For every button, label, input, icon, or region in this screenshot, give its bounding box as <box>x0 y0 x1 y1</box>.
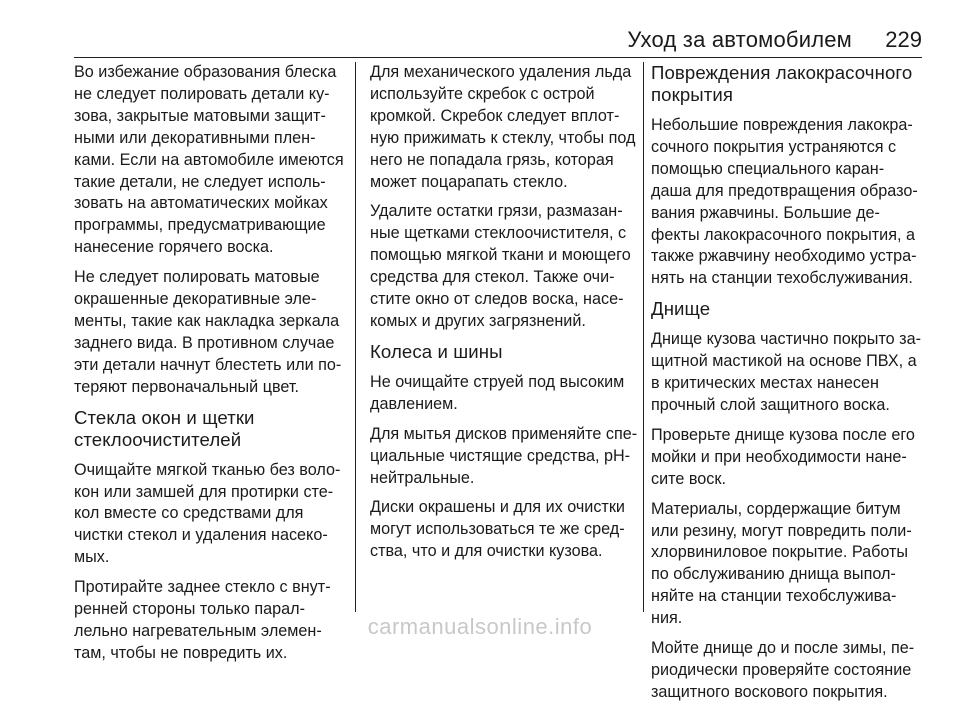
paragraph <box>651 425 931 491</box>
text-line: Для мытья дисков применяйте спе- <box>370 424 638 443</box>
text-line: фекты лакокрасочного покрытия, а <box>651 225 915 244</box>
text-line: Днище <box>651 298 711 320</box>
watermark-text: carmanualsonline.info <box>367 614 593 639</box>
text-line: кол вместе со средствами для <box>74 504 304 523</box>
paragraph <box>74 62 354 259</box>
paragraph <box>74 267 354 398</box>
text-line: циальные чистящие средства, pH- <box>370 446 631 465</box>
text-line: ками. Если на автомобиле имеются <box>74 150 344 169</box>
text-line: ренней стороны только парал- <box>74 600 305 619</box>
text-line: покрытия <box>651 84 734 105</box>
text-line: программы, предусматривающие <box>74 216 326 235</box>
text-line: Материалы, сордержащие битум <box>651 499 901 518</box>
paragraph <box>651 638 931 704</box>
text-line: Удалите остатки грязи, размазан- <box>370 202 623 221</box>
text-line: Не следует полировать матовые <box>74 268 320 287</box>
text-line: комых и других загрязнений. <box>370 311 586 330</box>
column-divider-2 <box>643 62 644 612</box>
text-line: Не очищайте струей под высоким <box>370 372 625 391</box>
text-line: могут использоваться те же сред- <box>370 520 625 539</box>
text-line: ными или декоративными плен- <box>74 128 316 147</box>
section-heading <box>651 298 931 320</box>
text-line: Днище кузова частично покрыто за- <box>651 330 921 349</box>
text-line: Диски окрашены и для их очистки <box>370 498 625 517</box>
section-heading <box>74 407 354 451</box>
text-line: Для механического удаления льда <box>370 63 632 81</box>
text-line: Мойте днище до и после зимы, пе- <box>651 639 915 658</box>
text-line: хлорвиниловое покрытие. Работы <box>651 543 909 562</box>
text-line: не следует полировать детали ку- <box>74 84 330 103</box>
text-line: окрашенные декоративные эле- <box>74 290 317 309</box>
text-line: мойки и при необходимости нане- <box>651 447 907 466</box>
text-line: в критических местах нанесен <box>651 374 879 393</box>
text-line: ные щетками стеклоочистителя, с <box>370 224 627 243</box>
text-line: Стекла окон и щетки <box>74 406 255 428</box>
text-line: или резину, могут повредить поли- <box>651 521 912 540</box>
text-line: помощью специального каран- <box>651 159 885 178</box>
text-line: прочный слой защитного воска. <box>651 395 890 414</box>
text-line: зова, закрытые матовыми защит- <box>74 106 326 125</box>
text-line: заднего вида. В противном случае <box>74 333 335 352</box>
text-line: Колеса и шины <box>370 340 503 362</box>
text-line: нанесение горячего воска. <box>74 238 274 257</box>
text-line: Очищайте мягкой тканью без воло- <box>74 460 341 479</box>
text-line: него не попадала грязь, которая <box>370 150 614 169</box>
text-line: стеклоочистителей <box>74 428 242 450</box>
paragraph <box>651 499 931 630</box>
text-line: щитной мастикой на основе ПВХ, а <box>651 352 917 371</box>
text-line: может поцарапать стекло. <box>370 172 568 191</box>
text-line: Протирайте заднее стекло с внут- <box>74 578 331 597</box>
text-line: ния. <box>651 609 683 628</box>
section-heading <box>370 341 637 363</box>
paragraph <box>370 372 637 416</box>
text-line: средства для стекол. Также очи- <box>370 268 615 287</box>
text-line: Небольшие повреждения лакокра- <box>651 116 913 134</box>
text-line: нять на станции техобслуживания. <box>651 269 913 288</box>
text-line: риодически проверяйте состояние <box>651 660 912 679</box>
text-column-1 <box>74 62 354 673</box>
text-line: няйте на станции техобслужива- <box>651 587 897 606</box>
text-line: используйте скребок с острой <box>370 84 595 103</box>
text-line: сите воск. <box>651 469 726 488</box>
paragraph <box>651 115 931 290</box>
text-line: там, чтобы не повредить их. <box>74 643 288 662</box>
text-line: такие детали, не следует исполь- <box>74 172 326 191</box>
text-line: ную прижимать к стеклу, чтобы под <box>370 128 636 147</box>
paragraph <box>370 201 637 332</box>
section-heading <box>651 62 931 106</box>
text-line: зовать на автоматических мойках <box>74 194 328 213</box>
page-number: 229 <box>885 27 922 52</box>
text-line: эти детали начнут блестеть или по- <box>74 355 342 374</box>
text-line: кромкой. Скребок следует вплот- <box>370 106 620 125</box>
text-line: также ржавчину необходимо устра- <box>651 247 917 266</box>
text-line: лельно нагревательным элемен- <box>74 621 322 640</box>
text-line: нейтральные. <box>370 468 475 487</box>
text-line: теряют первоначальный цвет. <box>74 377 299 396</box>
text-line: по обслуживанию днища выпол- <box>651 565 896 584</box>
text-line: помощью мягкой ткани и моющего <box>370 246 631 265</box>
header-rule <box>74 57 922 58</box>
paragraph <box>370 62 637 193</box>
text-line: сочного покрытия устраняются с <box>651 137 897 156</box>
paragraph <box>74 460 354 570</box>
text-line: менты, такие как накладка зеркала <box>74 311 340 330</box>
text-line: ства, что и для очистки кузова. <box>370 542 603 561</box>
text-line: Повреждения лакокрасочного <box>651 62 913 83</box>
page-header <box>0 0 960 58</box>
paragraph <box>370 424 637 490</box>
paragraph <box>651 329 931 417</box>
text-line: даша для предотвращения образо- <box>651 181 918 200</box>
text-column-2 <box>370 62 637 571</box>
text-line: мых. <box>74 548 110 567</box>
column-divider-1 <box>355 62 356 612</box>
text-line: Проверьте днище кузова после его <box>651 425 915 444</box>
text-line: вания ржавчины. Большие де- <box>651 203 880 222</box>
text-line: кон или замшей для протирки сте- <box>74 482 334 501</box>
text-line: Во избежание образования блеска <box>74 63 337 81</box>
text-line: давлением. <box>370 394 458 413</box>
text-line: защитного воскового покрытия. <box>651 682 888 701</box>
page-title: Уход за автомобилем <box>627 27 852 52</box>
paragraph <box>370 497 637 563</box>
text-line: чистки стекол и удаления насеко- <box>74 526 328 545</box>
text-line: стите окно от следов воска, насе- <box>370 290 624 309</box>
